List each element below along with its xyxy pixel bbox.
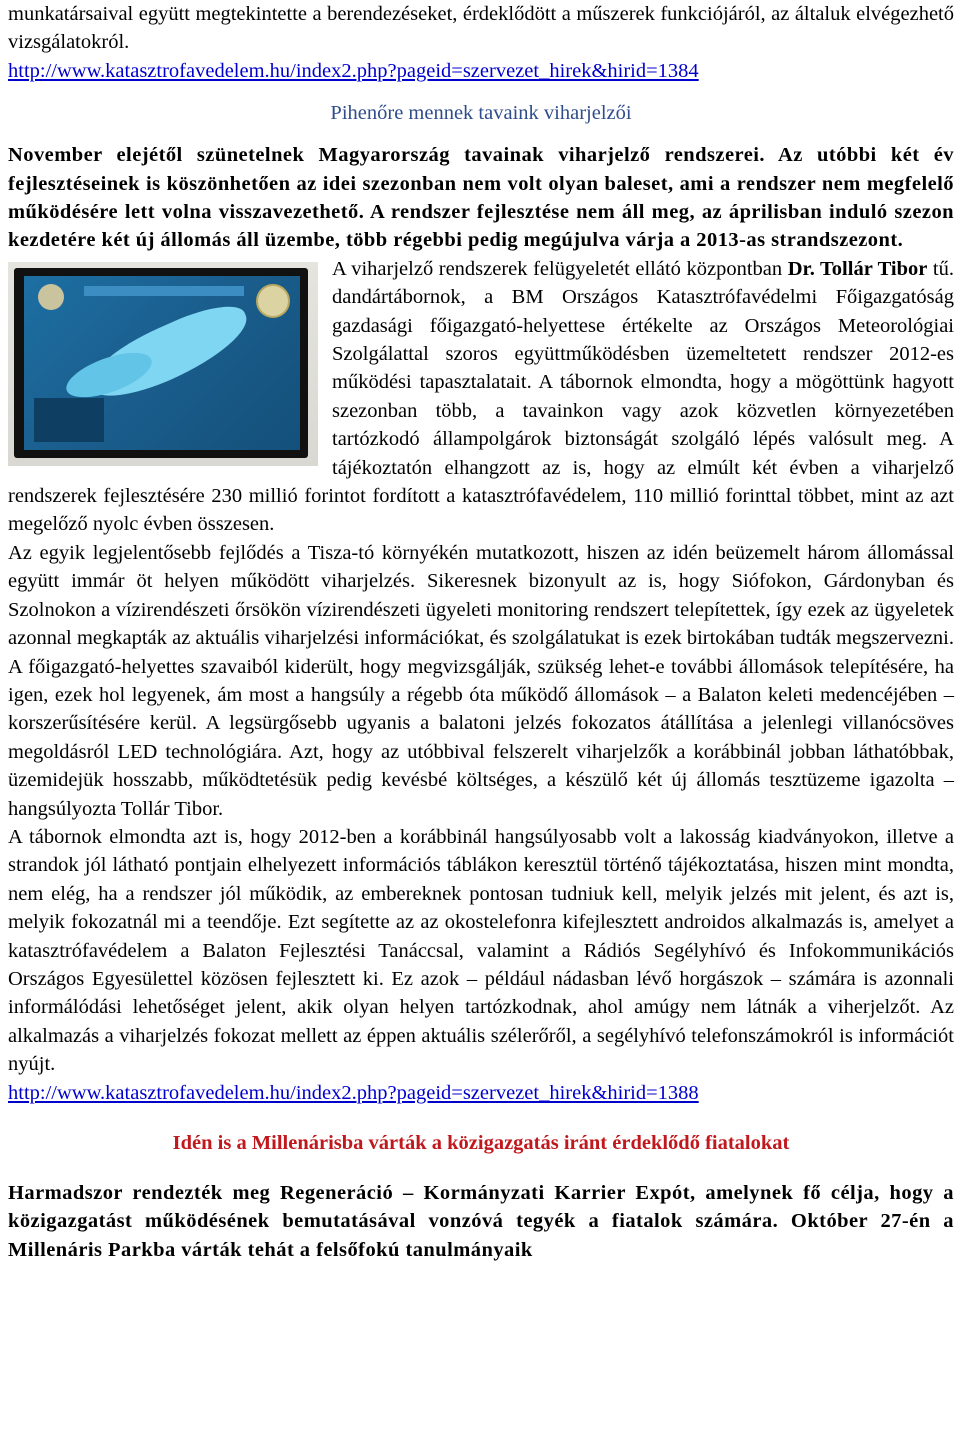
article-body-paragraph-3: A tábornok elmondta azt is, hogy 2012-ben a korábbinál hangsúlyosabb volt a lakosság kiadványokon, illetve a strandok jól látható pontjain elhelyezett információs táblákon keresztül történő tájékoztatása, hiszen mint mondta, nem elég, ha a rendszer jól működik, az embereknek pontosan tudniuk kell, melyik jelzés mit jelent, és azt is, melyik fokozatnál mi a teendője. Ezt segítette az az okostelefonra kifejlesztett androidos alkalmazás is, amelyet a katasztrófavédelem a Balaton Fejlesztési Tanáccsal, valamint a Rádiós Segélyhívó és Infokommunikációs Országos Egyesülettel közösen fejlesztett ki. Ez azok – például nádasban lévő horgászok – számára is azonnali informálódási lehetőséget jelent, akik olyan helyen tartózkodnak, ahol amúgy nem látnák a viherjelzőt. Az alkalmazás a viharjelzés fokozat mellett az éppen aktuális szélerőről, a segélyhívó telefonszámokról is információt nyújt.: [8, 825, 954, 1076]
document-page: [8, 0, 954, 1264]
source-link-1384[interactable]: http://www.katasztrofavedelem.hu/index2.php?pageid=szervezet_hirek&hirid=1384: [8, 59, 699, 82]
article-body-paragraph-2: Az egyik legjelentősebb fejlődés a Tisza-tó környékén mutatkozott, hiszen az idén beüzemelt három állomással együtt immár öt helyen működött viharjelzés. Sikeresnek bizonyult az is, hogy Siófokon, Gárdonyban és Szolnokon a vízirendészeti őrsökön vízirendészeti ügyeleti monitoring rendszert telepítettek, így ezek az ügyeletek azonnal megkapták az aktuális viharjelzési információkat, és szolgálatukat is ezek birtokában tudták megszervezni. A főigazgató-helyettes szavaiból kiderült, hogy megvizsgálják, szükség lehet-e további állomások telepítésére, ha igen, ezek hol legyenek, ám most a hangsúly a régebb óta működő állomások – a Balaton keleti medencéjében – korszerűsítésére kerül. A legsürgősebb ugyanis a balatoni jelzés fokozatos átállítása a jelenlegi villanócsöves megoldásról LED technológiára. Azt, hogy az utóbbival felszerelt viharjelzők a korábbinál jobban láthatóbbak, üzemidejük hosszabb, működtetésük pedig kevésbé költséges, a készülő két új állomás tesztüzeme igazolta – hangsúlyozta Tollár Tibor.: [8, 541, 954, 820]
article-title-millenaris: Idén is a Millenárisba várták a közigazgatás iránt érdeklődő fiatalokat: [172, 1132, 790, 1154]
intro-paragraph: munkatársaival együtt megtekintette a berendezéseket, érdeklődött a műszerek funkciójáról, az általuk elvégezhető vizsgálatokról.: [8, 3, 954, 54]
monitor-icon: [14, 268, 308, 458]
article-lead-storm-warning: November elejétől szünetelnek Magyarország tavainak viharjelző rendszerei. Az utóbbi két év fejlesztéseinek is köszönhetően az idei szezonban nem volt olyan baleset, ami a rendszer nem megfelelő működésére lett volna visszavezethető. A rendszer fejlesztése nem áll meg, az áprilisban induló szezon kezdetére két új állomás áll üzembe, több régebbi pedig megújulva várja a 2013-as strandszezont.: [8, 144, 954, 252]
storm-warning-monitor-photo: [8, 262, 318, 466]
article-body-paragraph-1: A viharjelző rendszerek felügyeletét ellátó központban Dr. Tollár Tibor tű. dandártábornok, a BM Országos Katasztrófavédelmi Főigazgatóság gazdasági főigazgató-helyettese értékelte az Országos Meteorológiai Szolgálattal szoros együttműködésben üzemeltetett rendszer 2012-es működési tapasztalatait. A tábornok elmondta, hogy a mögöttünk hagyott szezonban több, a tavainkon vagy azok közvetlen környezetében tartózkodó állampolgárok biztonságát szolgáló lépés valósult meg. A tájékoztatón elhangzott az is, hogy az elmúlt két évben a viharjelző rendszerek fejlesztésére 230 millió forintot fordított a katasztrófavédelem, 110 millió forinttal többet, mint az azt megelőző nyolc évben összesen.: [8, 257, 955, 536]
source-link-1388[interactable]: http://www.katasztrofavedelem.hu/index2.php?pageid=szervezet_hirek&hirid=1388: [8, 1081, 699, 1104]
article-title-storm-warning: Pihenőre mennek tavaink viharjelzői: [330, 102, 632, 125]
article-lead-millenaris: Harmadszor rendezték meg Regeneráció – Kormányzati Karrier Expót, amelynek fő célja, hogy a közigazgatást működésének bemutatásával vonzóvá tegyék a fiatalok számára. Október 27-én a Millenáris Parkba várták tehát a felsőfokú tanulmányaik: [8, 1182, 954, 1261]
official-name: Dr. Tollár Tibor: [787, 257, 928, 280]
